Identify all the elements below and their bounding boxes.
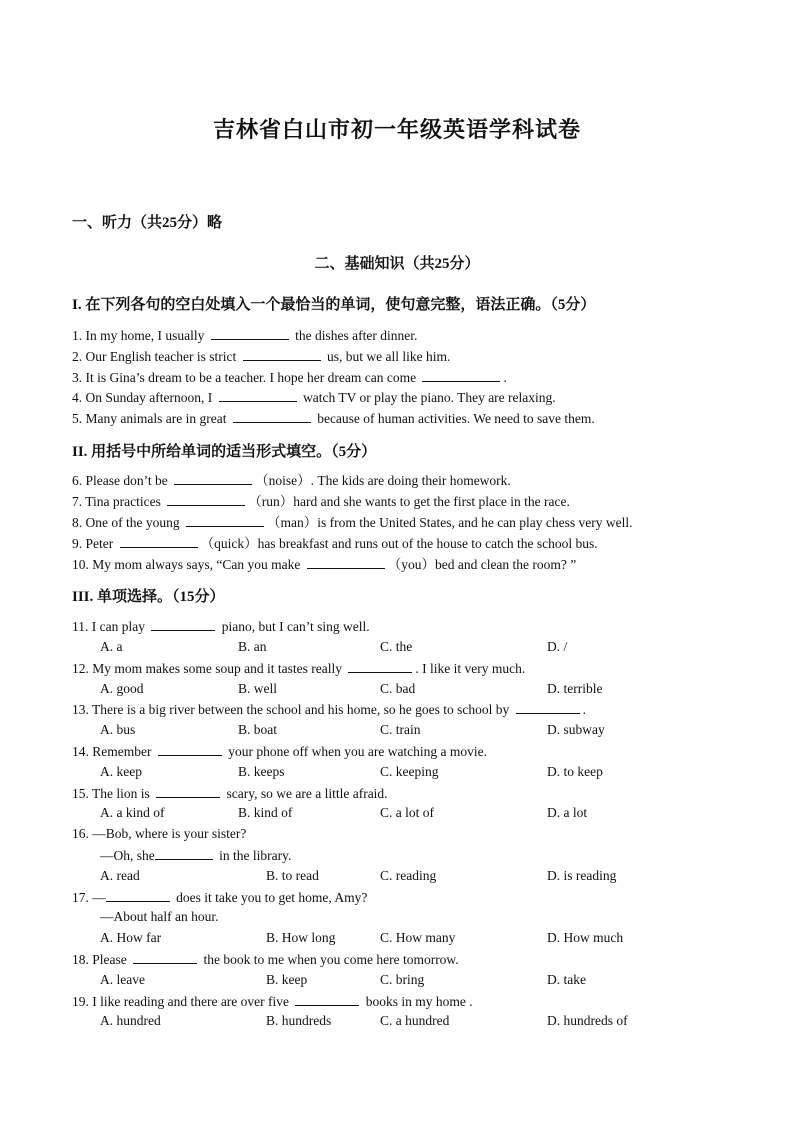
question-text: 9. Peter [72,536,117,551]
question-text: . I like it very much. [415,661,526,676]
question-text: 15. The lion is [72,786,154,801]
question-text: 17. — [72,890,106,905]
option-c[interactable]: C. keeping [380,764,439,779]
question-text: 14. Remember [72,744,155,759]
question-text: 10. My mom always says, “Can you make [72,557,304,572]
section-i-heading: I. 在下列各句的空白处填入一个最恰当的单词，使句意完整，语法正确。（5分） [72,297,596,313]
answer-blank[interactable] [186,513,264,527]
question-7 [72,492,570,511]
question-text: 7. Tina practices [72,494,165,509]
question-text: in the library. [215,848,292,863]
question-text: 18. Please [72,952,131,967]
option-d[interactable]: D. hundreds of [547,1013,628,1028]
option-c[interactable]: C. reading [380,868,437,883]
question-11 [72,617,370,636]
answer-blank[interactable] [133,950,197,964]
option-d[interactable]: D. terrible [547,681,603,696]
question-text: 11. I can play [72,619,149,634]
section-ii-heading: II. 用括号中所给单词的适当形式填空。（5分） [72,444,377,460]
question-15 [72,784,388,803]
option-d[interactable]: D. is reading [547,868,617,883]
option-c[interactable]: C. How many [380,930,456,945]
answer-blank[interactable] [167,492,245,506]
question-17 [72,888,367,907]
question-10 [72,555,576,574]
part1-heading: 一、听力（共25分）略 [72,215,223,231]
option-b[interactable]: B. hundreds [266,1013,332,1028]
question-5 [72,409,595,428]
answer-blank[interactable] [120,534,198,548]
answer-blank[interactable] [422,368,500,382]
answer-blank[interactable] [295,992,359,1006]
answer-blank[interactable] [156,784,220,798]
answer-blank[interactable] [151,617,215,631]
option-c[interactable]: C. bring [380,972,425,987]
question-text: watch TV or play the piano. They are relaxing. [299,390,556,405]
option-b[interactable]: B. How long [266,930,336,945]
part2-heading: 二、基础知识（共25分） [314,256,480,272]
question-text: 19. I like reading and there are over five [72,994,293,1009]
question-text: us, but we all like him. [323,349,451,364]
answer-blank[interactable] [155,846,213,860]
question-text: —Oh, she [100,848,155,863]
question-17-reply: —About half an hour. [100,909,219,924]
option-a[interactable]: A. a kind of [100,805,165,820]
question-16 [72,825,246,843]
option-c[interactable]: C. train [380,722,421,737]
option-a[interactable]: A. a [100,639,123,654]
option-d[interactable]: D. How much [547,930,624,945]
option-a[interactable]: A. leave [100,972,145,987]
answer-blank[interactable] [243,347,321,361]
question-text: （you）bed and clean the room? ” [387,557,577,572]
question-text: the book to me when you come here tomorrow. [200,952,459,967]
question-text: 13. There is a big river between the school and his home, so he goes to school by [72,702,513,717]
option-c[interactable]: C. bad [380,681,416,696]
question-9 [72,534,598,553]
question-text: scary, so we are a little afraid. [223,786,388,801]
question-2 [72,347,450,366]
question-3 [72,368,507,387]
option-a[interactable]: A. good [100,681,144,696]
question-text: does it take you to get home, Amy? [172,890,368,905]
option-a[interactable]: A. read [100,868,140,883]
answer-blank[interactable] [174,471,252,485]
answer-blank[interactable] [348,659,412,673]
page-title: 吉林省白山市初一年级英语学科试卷 [212,117,581,142]
option-d[interactable]: D. to keep [547,764,603,779]
answer-blank[interactable] [211,326,289,340]
option-a[interactable]: A. hundred [100,1013,161,1028]
question-text: 1. In my home, I usually [72,328,208,343]
answer-blank[interactable] [106,888,170,902]
answer-blank[interactable] [158,742,222,756]
question-text: 12. My mom makes some soup and it tastes really [72,661,346,676]
answer-blank[interactable] [307,555,385,569]
option-c[interactable]: C. a lot of [380,805,434,820]
option-b[interactable]: B. keep [266,972,308,987]
option-b[interactable]: B. to read [266,868,319,883]
question-12 [72,659,525,678]
question-text: because of human activities. We need to save them. [313,411,595,426]
question-text: the dishes after dinner. [291,328,418,343]
question-19 [72,992,473,1011]
section-iii-heading: III. 单项选择。（15分） [72,589,225,605]
option-a[interactable]: A. keep [100,764,142,779]
option-b[interactable]: B. an [238,639,267,654]
option-d[interactable]: D. take [547,972,586,987]
question-6 [72,471,511,490]
question-text: （run）hard and she wants to get the first place in the race. [248,494,570,509]
question-text: （noise）. The kids are doing their homework. [255,473,511,488]
answer-blank[interactable] [219,388,297,402]
question-text: . [503,370,507,385]
question-16-reply [100,846,291,865]
option-d[interactable]: D. a lot [547,805,588,820]
question-1 [72,326,417,345]
question-text: （man）is from the United States, and he can play chess very well. [266,515,633,530]
option-b[interactable]: B. keeps [238,764,285,779]
question-text: your phone off when you are watching a movie. [224,744,488,759]
question-14 [72,742,487,761]
option-c[interactable]: C. the [380,639,413,654]
option-a[interactable]: A. How far [100,930,162,945]
question-8 [72,513,633,532]
option-d[interactable]: D. subway [547,722,605,737]
option-b[interactable]: B. well [238,681,277,696]
question-text: 5. Many animals are in great [72,411,230,426]
option-b[interactable]: B. boat [238,722,277,737]
option-b[interactable]: B. kind of [238,805,293,820]
question-4 [72,388,556,407]
question-18 [72,950,459,969]
question-text: 2. Our English teacher is strict [72,349,240,364]
question-13 [72,700,586,719]
option-a[interactable]: A. bus [100,722,136,737]
question-text: 6. Please don’t be [72,473,172,488]
question-text: . [582,702,587,717]
question-text: 4. On Sunday afternoon, I [72,390,216,405]
question-text: 3. It is Gina’s dream to be a teacher. I hope her dream can come [72,370,420,385]
option-d[interactable]: D. / [547,639,568,654]
question-text: books in my home . [362,994,473,1009]
question-text: piano, but I can’t sing well. [218,619,370,634]
answer-blank[interactable] [516,700,580,714]
answer-blank[interactable] [233,409,311,423]
question-text: （quick）has breakfast and runs out of the house to catch the school bus. [200,536,598,551]
option-c[interactable]: C. a hundred [380,1013,450,1028]
question-text: 8. One of the young [72,515,183,530]
question-text: 16. —Bob, where is your sister? [72,826,247,841]
